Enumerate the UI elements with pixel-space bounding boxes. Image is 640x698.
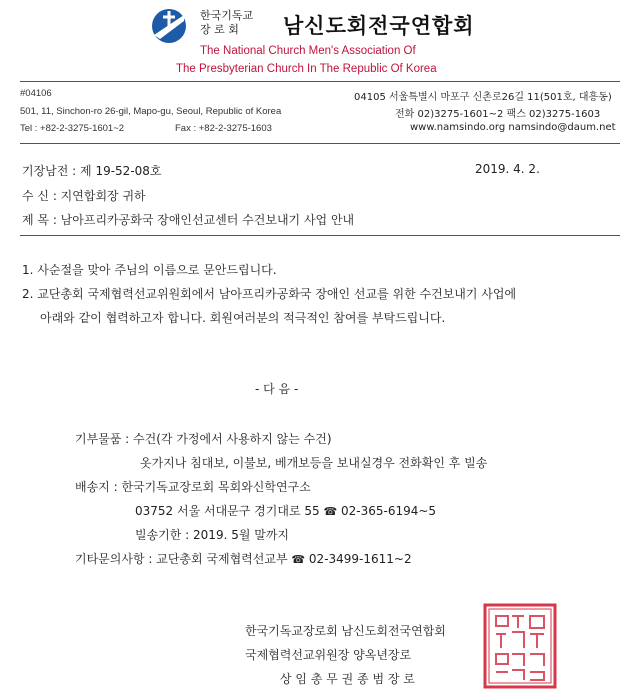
meta-divider xyxy=(20,235,620,236)
paragraph-1: 1. 사순절을 맞아 주님의 이름으로 문안드립니다. xyxy=(22,263,277,277)
kr-address: 04105 서울특별시 마포구 신촌로26길 11(501호, 대흥동) xyxy=(354,92,612,103)
official-seal-icon xyxy=(482,602,558,690)
item-inquiry: 기타문의사항 : 교단총회 국제협력선교부 ☎ 02-3499-1611~2 xyxy=(75,552,412,566)
address-divider xyxy=(20,143,620,144)
kr-phone: 전화 02)3275-1601~2 팩스 02)3275-1603 xyxy=(395,109,601,120)
section-heading: - 다 음 - xyxy=(255,382,299,396)
en-code: #04106 xyxy=(20,88,52,99)
org-en-line2: The Presbyterian Church In The Republic Of Korea xyxy=(176,63,437,75)
telephone-icon: ☎ xyxy=(323,505,338,518)
kr-web: www.namsindo.org namsindo@daum.net xyxy=(410,122,616,133)
signature-line-1: 한국기독교장로회 남신도회전국연합회 xyxy=(245,624,446,638)
en-address: 501, 11, Sinchon-ro 26-gil, Mapo-gu, Seoul, Republic of Korea xyxy=(20,106,282,117)
subject: 제 목 : 남아프리카공화국 장애인선교센터 수건보내기 사업 안내 xyxy=(22,213,355,227)
paragraph-2b: 아래와 같이 협력하고자 합니다. 회원여러분의 적극적인 참여를 부탁드립니다. xyxy=(40,311,446,325)
signature-line-2: 국제협력선교위원장 양옥년장로 xyxy=(245,648,412,662)
paragraph-2a: 2. 교단총회 국제협력선교위원회에서 남아프리카공화국 장애인 선교를 위한 수건보내기 사업에 xyxy=(22,287,517,301)
org-kr-name: 남신도회전국연합회 xyxy=(283,13,475,38)
org-en-line1: The National Church Men's Association Of xyxy=(200,45,416,57)
item-donation: 기부물품 : 수건(각 가정에서 사용하지 않는 수건) xyxy=(75,432,332,446)
en-fax: Fax : +82-2-3275-1603 xyxy=(175,123,272,134)
doc-number: 기장남전 : 제 19-52-08호 xyxy=(22,164,162,178)
org-kr-small: 한국기독교 장 로 회 xyxy=(200,9,254,36)
en-tel: Tel : +82-2-3275-1601~2 xyxy=(20,123,125,134)
organization-logo-icon xyxy=(150,7,188,45)
telephone-icon: ☎ xyxy=(291,553,306,566)
item-donation-note: 옷가지나 침대보, 이불보, 베개보등을 보내실경우 전화확인 후 빌송 xyxy=(140,456,488,470)
signature-line-3: 상 임 총 무 권 종 범 장 로 xyxy=(280,672,415,686)
recipient: 수 신 : 지연합회장 귀하 xyxy=(22,189,146,203)
header-divider xyxy=(20,81,620,82)
doc-date: 2019. 4. 2. xyxy=(475,162,540,176)
item-deadline: 빌송기한 : 2019. 5월 말까지 xyxy=(135,528,290,542)
item-shipping-address: 03752 서울 서대문구 경기대로 55 ☎ 02-365-6194~5 xyxy=(135,504,437,518)
item-shipping: 배송지 : 한국기독교장로회 목회와신학연구소 xyxy=(75,480,311,494)
